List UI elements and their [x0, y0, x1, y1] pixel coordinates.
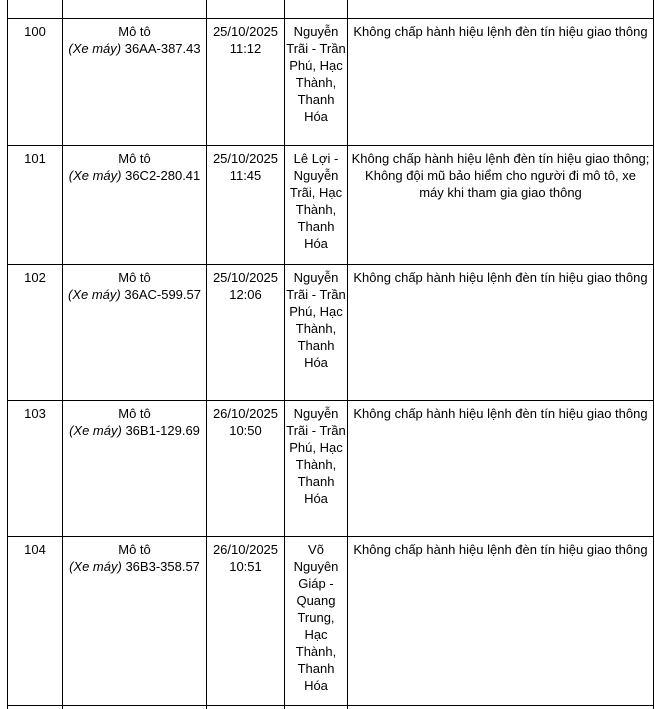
cell-empty [207, 706, 285, 709]
vehicle-cell [63, 146, 207, 265]
violation-time: 10:50 [229, 423, 262, 438]
cell-empty [8, 0, 63, 19]
table-row-partial-bottom [8, 706, 654, 709]
violation-time: 11:12 [229, 41, 262, 56]
location-cell: Lê Lợi - Nguyễn Trãi, Hạc Thành, Thanh Hóa [285, 146, 348, 265]
datetime-cell [207, 401, 285, 537]
table-row [8, 19, 654, 146]
violation-cell: Không chấp hành hiệu lệnh đèn tín hiệu giao thông [348, 19, 654, 146]
row-index: 101 [8, 146, 63, 265]
license-plate: 36B1-129.69 [125, 423, 200, 438]
vehicle-plate-line [65, 286, 204, 303]
row-index: 100 [8, 19, 63, 146]
license-plate: 36C2-280.41 [125, 168, 201, 183]
cell-empty [207, 0, 285, 19]
location-cell: Võ Nguyên Giáp - Quang Trung, Hạc Thành, Thanh Hóa [285, 537, 348, 706]
vehicle-plate-line [65, 167, 204, 184]
violation-cell: Không chấp hành hiệu lệnh đèn tín hiệu giao thông; Không đội mũ bảo hiểm cho người đi mô tô, xe máy khi tham gia giao thông [348, 146, 654, 265]
violation-date: 26/10/2025 [212, 406, 279, 421]
cell-empty [285, 706, 348, 709]
violation-date: 26/10/2025 [212, 542, 279, 557]
cell-empty [63, 0, 207, 19]
vehicle-subtype: (Xe máy) [68, 41, 122, 56]
violation-time: 10:51 [229, 559, 262, 574]
license-plate: 36AC-599.57 [124, 287, 201, 302]
cell-empty [348, 706, 654, 709]
table-row [8, 401, 654, 537]
table-row [8, 265, 654, 401]
row-index: 102 [8, 265, 63, 401]
vehicle-plate-line [65, 40, 204, 57]
vehicle-subtype: (Xe máy) [69, 423, 122, 438]
datetime-cell [207, 19, 285, 146]
table-row [8, 146, 654, 265]
vehicle-cell [63, 265, 207, 401]
vehicle-cell [63, 19, 207, 146]
row-index: 103 [8, 401, 63, 537]
table-row [8, 537, 654, 706]
license-plate: 36B3-358.57 [125, 559, 200, 574]
vehicle-subtype: (Xe máy) [68, 168, 122, 183]
location-cell: Nguyễn Trãi - Trần Phú, Hạc Thành, Thanh Hóa [285, 19, 348, 146]
cell-empty [285, 0, 348, 19]
location-cell: Nguyễn Trãi - Trần Phú, Hạc Thành, Thanh Hóa [285, 401, 348, 537]
vehicle-type: Mô tô [118, 270, 151, 285]
row-index: 104 [8, 537, 63, 706]
vehicle-type: Mô tô [118, 151, 151, 166]
vehicle-type: Mô tô [118, 24, 151, 39]
vehicle-plate-line [65, 422, 204, 439]
table-row-partial-top [8, 0, 654, 19]
license-plate: 36AA-387.43 [124, 41, 201, 56]
location-cell: Nguyễn Trãi - Trần Phú, Hạc Thành, Thanh Hóa [285, 265, 348, 401]
cell-empty [63, 706, 207, 709]
cell-empty [348, 0, 654, 19]
cell-empty [8, 706, 63, 709]
violation-time: 11:45 [229, 168, 262, 183]
vehicle-subtype: (Xe máy) [69, 559, 122, 574]
datetime-cell [207, 537, 285, 706]
violation-cell: Không chấp hành hiệu lệnh đèn tín hiệu giao thông [348, 537, 654, 706]
vehicle-subtype: (Xe máy) [68, 287, 121, 302]
violations-table [7, 0, 654, 709]
vehicle-type: Mô tô [118, 406, 151, 421]
vehicle-type: Mô tô [118, 542, 151, 557]
violation-time: 12:06 [229, 287, 262, 302]
vehicle-plate-line [65, 558, 204, 575]
violation-cell: Không chấp hành hiệu lệnh đèn tín hiệu giao thông [348, 265, 654, 401]
violation-cell: Không chấp hành hiệu lệnh đèn tín hiệu giao thông [348, 401, 654, 537]
datetime-cell [207, 265, 285, 401]
vehicle-cell [63, 401, 207, 537]
violation-date: 25/10/2025 [212, 24, 279, 39]
vehicle-cell [63, 537, 207, 706]
violation-date: 25/10/2025 [212, 270, 279, 285]
datetime-cell [207, 146, 285, 265]
violation-date: 25/10/2025 [212, 151, 279, 166]
